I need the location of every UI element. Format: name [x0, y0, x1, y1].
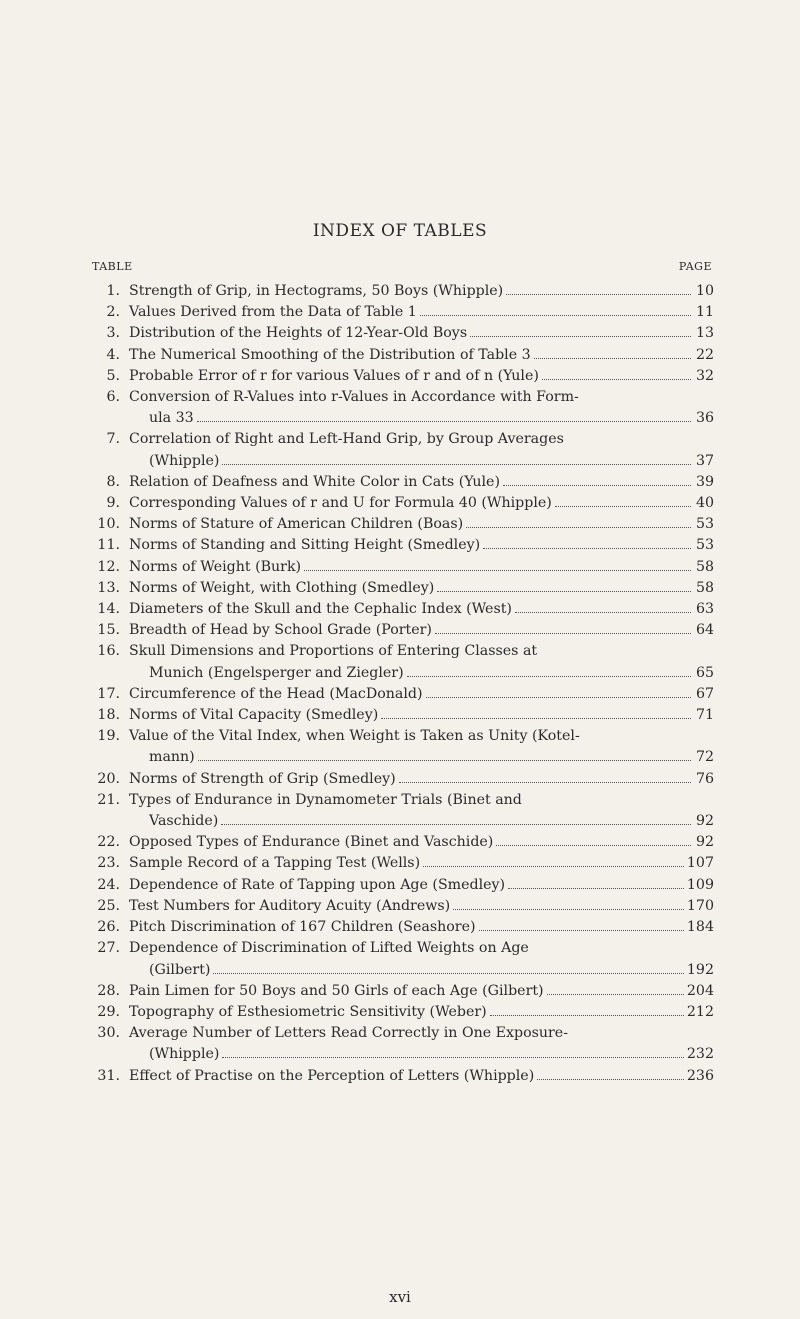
entry-page-number: 170	[686, 897, 714, 914]
entry-page-number: 76	[695, 770, 714, 787]
dot-leader	[213, 973, 683, 974]
dot-leader	[198, 760, 691, 761]
entry-title: Norms of Standing and Sitting Height (Smedley)	[129, 537, 481, 554]
entry-title: Pain Limen for 50 Boys and 50 Girls of each Age (Gilbert)	[129, 982, 544, 999]
entry-title: (Whipple)	[149, 452, 220, 469]
entry-number: 12.	[97, 558, 120, 575]
entry-page-number: 192	[686, 961, 714, 978]
index-entry	[92, 345, 714, 366]
entry-title-line: Value of the Vital Index, when Weight is Taken as Unity (Kotel-	[129, 728, 580, 745]
page-title: INDEX OF TABLES	[312, 221, 488, 241]
index-entry	[92, 896, 714, 917]
dot-leader	[399, 782, 691, 783]
entry-title: Circumference of the Head (MacDonald)	[129, 685, 423, 702]
index-entry	[92, 641, 714, 683]
index-entry	[92, 981, 714, 1002]
entry-number: 5.	[106, 367, 120, 384]
index-entry	[92, 323, 714, 344]
entry-number: 31.	[97, 1067, 120, 1084]
index-entry	[92, 832, 714, 853]
dot-leader	[555, 506, 691, 507]
entry-number: 6.	[106, 389, 120, 406]
dot-leader	[490, 1015, 684, 1016]
entry-title: Distribution of the Heights of 12-Year-Old Boys	[129, 325, 468, 342]
entry-page-number: 53	[695, 516, 714, 533]
entry-title: Effect of Practise on the Perception of Letters (Whipple)	[129, 1067, 535, 1084]
entry-number: 19.	[97, 728, 120, 745]
entry-number: 21.	[97, 791, 120, 808]
entry-number: 11.	[97, 537, 120, 554]
entry-page-number: 36	[695, 410, 714, 427]
entry-page-number: 109	[686, 876, 714, 893]
entry-number: 14.	[97, 601, 120, 618]
entry-number: 20.	[97, 770, 120, 787]
index-entry	[92, 387, 714, 429]
index-entry	[92, 917, 714, 938]
entry-title: ula 33	[149, 410, 194, 427]
page-number: xvi	[389, 1288, 411, 1306]
entry-page-number: 53	[695, 537, 714, 554]
index-entry	[92, 557, 714, 578]
dot-leader	[222, 464, 691, 465]
entry-number: 22.	[97, 834, 120, 851]
index-entry	[92, 472, 714, 493]
entry-page-number: 72	[695, 749, 714, 766]
entry-title: The Numerical Smoothing of the Distribution of Table 3	[129, 346, 531, 363]
entry-title-line: Average Number of Letters Read Correctly in One Exposure-	[129, 1025, 569, 1042]
entry-title: Norms of Strength of Grip (Smedley)	[129, 770, 396, 787]
entry-number: 17.	[97, 685, 120, 702]
table-index-list	[92, 281, 714, 1087]
dot-leader	[222, 1057, 683, 1058]
entry-page-number: 10	[695, 283, 714, 299]
entry-page-number: 63	[695, 601, 714, 618]
entry-title: Vaschide)	[149, 813, 219, 830]
index-entry	[92, 853, 714, 874]
entry-title: Norms of Vital Capacity (Smedley)	[129, 707, 379, 724]
entry-title: Values Derived from the Data of Table 1	[129, 304, 417, 321]
index-entry	[92, 578, 714, 599]
entry-title: Opposed Types of Endurance (Binet and Vaschide)	[129, 834, 494, 851]
entry-title-line: Correlation of Right and Left-Hand Grip, by Group Averages	[129, 431, 564, 448]
entry-number: 13.	[97, 579, 120, 596]
table-column-heading: TABLE	[92, 260, 133, 273]
entry-page-number: 58	[695, 579, 714, 596]
entry-title: Norms of Stature of American Children (Boas)	[129, 516, 464, 533]
entry-title: Norms of Weight, with Clothing (Smedley)	[129, 579, 435, 596]
entry-page-number: 40	[695, 495, 714, 512]
entry-page-number: 64	[695, 622, 714, 639]
entry-number: 8.	[106, 473, 120, 490]
dot-leader	[547, 994, 684, 995]
entry-title: Strength of Grip, in Hectograms, 50 Boys (Whipple)	[129, 283, 504, 299]
dot-leader	[423, 866, 684, 867]
index-entry	[92, 684, 714, 705]
dot-leader	[496, 845, 691, 846]
dot-leader	[426, 697, 691, 698]
entry-title: Dependence of Rate of Tapping upon Age (Smedley)	[129, 876, 506, 893]
entry-title: Test Numbers for Auditory Acuity (Andrews)	[129, 897, 451, 914]
index-entry	[92, 726, 714, 768]
entry-page-number: 212	[686, 1003, 714, 1020]
entry-number: 28.	[97, 982, 120, 999]
index-entry	[92, 302, 714, 323]
entry-title: (Gilbert)	[149, 961, 211, 978]
index-entry	[92, 769, 714, 790]
entry-page-number: 67	[695, 685, 714, 702]
entry-page-number: 71	[695, 707, 714, 724]
entry-title: Breadth of Head by School Grade (Porter)	[129, 622, 432, 639]
entry-page-number: 22	[695, 346, 714, 363]
index-entry	[92, 620, 714, 641]
entry-number: 15.	[97, 622, 120, 639]
dot-leader	[537, 1079, 684, 1080]
entry-title-line: Dependence of Discrimination of Lifted Weights on Age	[129, 940, 529, 957]
entry-number: 29.	[97, 1003, 120, 1020]
dot-leader	[304, 570, 691, 571]
entry-number: 16.	[97, 643, 120, 660]
index-entry	[92, 599, 714, 620]
index-entry	[92, 514, 714, 535]
dot-leader	[407, 676, 691, 677]
entry-page-number: 11	[695, 304, 714, 321]
entry-number: 26.	[97, 919, 120, 936]
entry-title: Relation of Deafness and White Color in Cats (Yule)	[129, 473, 500, 490]
entry-number: 1.	[106, 283, 120, 299]
entry-page-number: 184	[686, 919, 714, 936]
index-entry	[92, 1066, 714, 1087]
index-entry	[92, 1023, 714, 1065]
entry-title: Sample Record of a Tapping Test (Wells)	[129, 855, 421, 872]
entry-page-number: 37	[695, 452, 714, 469]
index-entry	[92, 938, 714, 980]
entry-page-number: 39	[695, 473, 714, 490]
dot-leader	[381, 718, 691, 719]
entry-title: Pitch Discrimination of 167 Children (Seashore)	[129, 919, 476, 936]
index-entry	[92, 790, 714, 832]
dot-leader	[470, 336, 691, 337]
entry-page-number: 65	[695, 664, 714, 681]
index-entry	[92, 429, 714, 471]
entry-title: Munich (Engelsperger and Ziegler)	[149, 664, 404, 681]
entry-number: 24.	[97, 876, 120, 893]
dot-leader	[221, 824, 691, 825]
entry-number: 7.	[106, 431, 120, 448]
entry-number: 25.	[97, 897, 120, 914]
index-entry	[92, 281, 714, 302]
index-entry	[92, 366, 714, 387]
entry-title-line: Conversion of R-Values into r-Values in Accordance with Form-	[129, 389, 579, 406]
dot-leader	[453, 909, 684, 910]
index-entry	[92, 493, 714, 514]
entry-number: 4.	[106, 346, 120, 363]
entry-page-number: 58	[695, 558, 714, 575]
index-entry	[92, 1002, 714, 1023]
entry-title: mann)	[149, 749, 195, 766]
entry-page-number: 92	[695, 834, 714, 851]
page-column-heading: PAGE	[678, 260, 712, 273]
entry-number: 10.	[97, 516, 120, 533]
index-entry	[92, 705, 714, 726]
dot-leader	[506, 294, 691, 295]
entry-title: Probable Error of r for various Values of r and of n (Yule)	[129, 367, 539, 384]
entry-title: Topography of Esthesiometric Sensitivity (Weber)	[129, 1003, 487, 1020]
dot-leader	[479, 930, 684, 931]
entry-number: 9.	[106, 495, 120, 512]
entry-title: Diameters of the Skull and the Cephalic Index (West)	[129, 601, 512, 618]
dot-leader	[435, 633, 691, 634]
dot-leader	[515, 612, 691, 613]
entry-number: 23.	[97, 855, 120, 872]
entry-number: 27.	[97, 940, 120, 957]
entry-title: (Whipple)	[149, 1046, 220, 1063]
dot-leader	[197, 421, 691, 422]
dot-leader	[508, 888, 684, 889]
dot-leader	[503, 485, 691, 486]
dot-leader	[542, 379, 691, 380]
entry-page-number: 107	[686, 855, 714, 872]
dot-leader	[534, 358, 691, 359]
entry-number: 3.	[106, 325, 120, 342]
entry-title-line: Skull Dimensions and Proportions of Entering Classes at	[129, 643, 538, 660]
dot-leader	[466, 527, 691, 528]
entry-page-number: 13	[695, 325, 714, 342]
entry-number: 2.	[106, 304, 120, 321]
entry-title: Norms of Weight (Burk)	[129, 558, 302, 575]
dot-leader	[483, 548, 691, 549]
entry-page-number: 232	[686, 1046, 714, 1063]
entry-title-line: Types of Endurance in Dynamometer Trials (Binet and	[129, 791, 522, 808]
entry-page-number: 32	[695, 367, 714, 384]
dot-leader	[420, 315, 691, 316]
entry-page-number: 236	[686, 1067, 714, 1084]
index-entry	[92, 535, 714, 556]
entry-page-number: 204	[686, 982, 714, 999]
entry-title: Corresponding Values of r and U for Formula 40 (Whipple)	[129, 495, 552, 512]
entry-number: 18.	[97, 707, 120, 724]
entry-page-number: 92	[695, 813, 714, 830]
dot-leader	[437, 591, 691, 592]
entry-number: 30.	[97, 1025, 120, 1042]
index-entry	[92, 875, 714, 896]
